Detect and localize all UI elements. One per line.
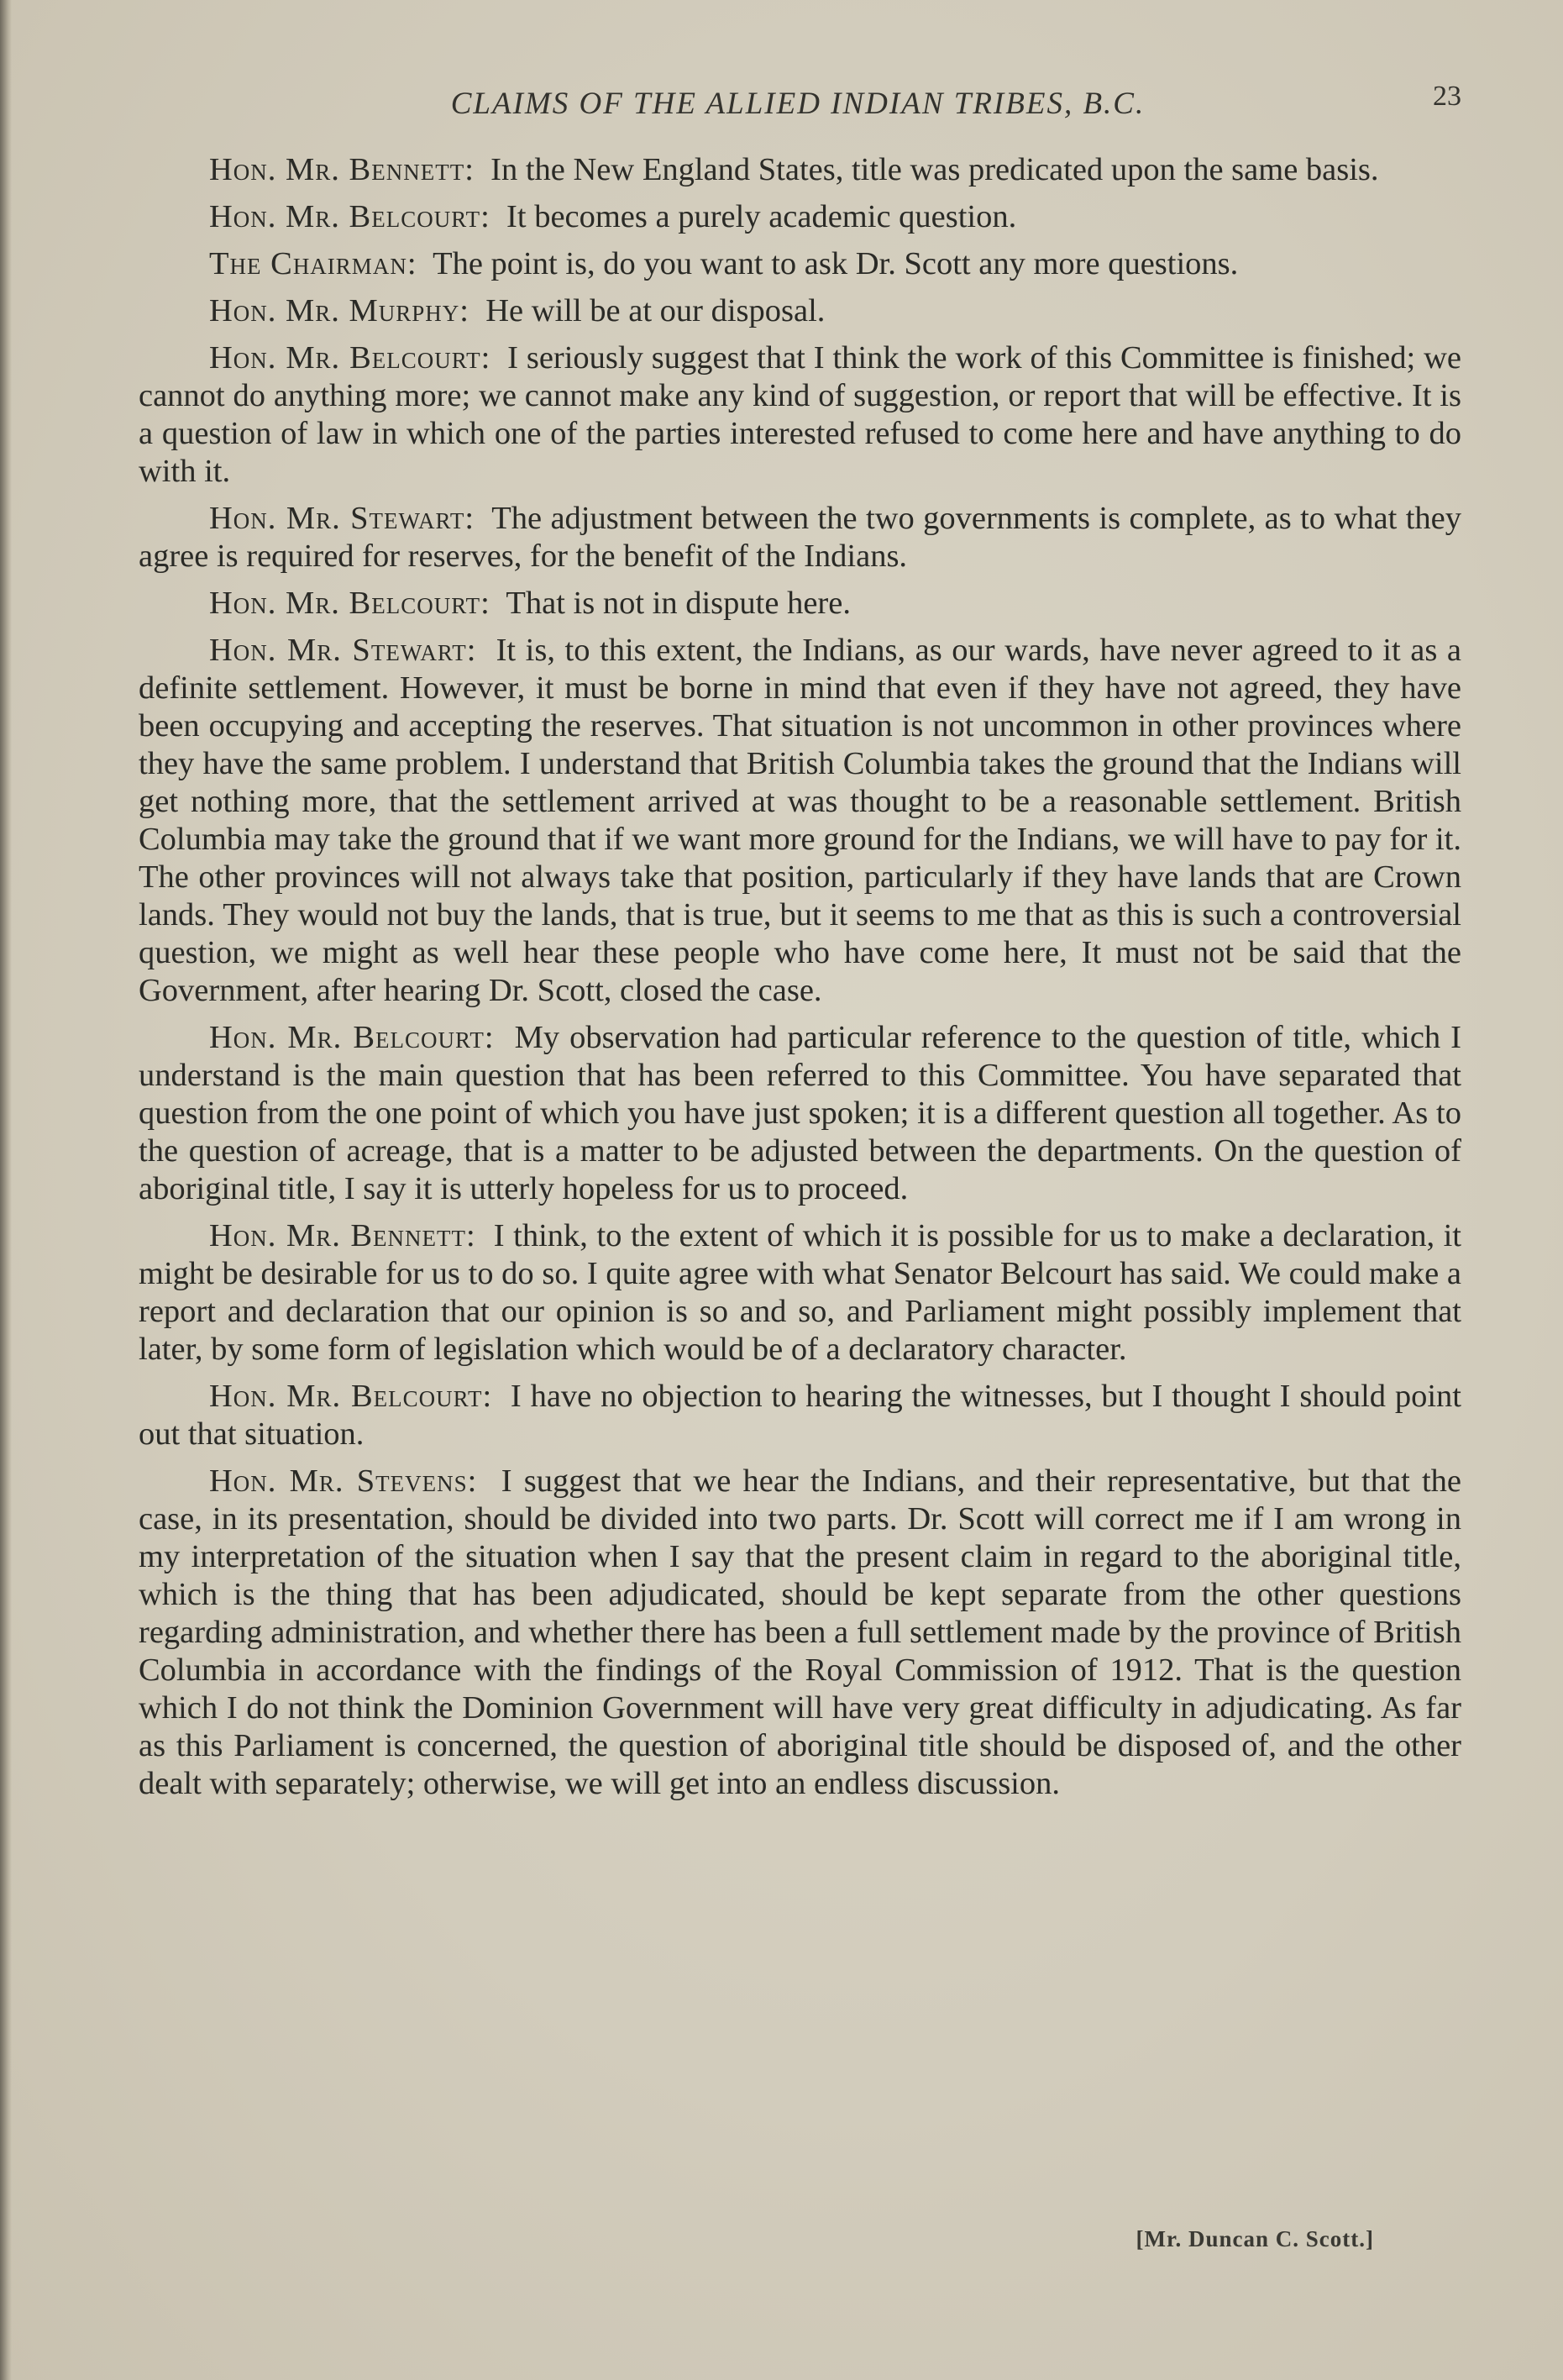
speech-paragraph [139,585,1461,623]
speech-paragraph [139,500,1461,575]
speech-text: I think, to the extent of which it is possible for us to make a declaration, it might be desirable for us to do so. I quite agree with what Senator Belcourt has said. We could make a report and declaration that our opinion is so and so, and Parliament might possibly implement that later, by some form of legislation which would be of a declaratory character. [139,1218,1462,1367]
speaker-name: Hon. Mr. Stevens: [209,1463,478,1499]
speaker-name: Hon. Mr. Belcourt: [209,199,490,234]
speech-text: He will be at our disposal. [485,293,826,328]
speaker-name: Hon. Mr. Stewart: [209,633,477,668]
speech-text: In the New England States, title was predicated upon the same basis. [490,152,1379,187]
speaker-name: Hon. Mr. Bennett: [209,1218,476,1253]
witness-signature: [Mr. Duncan C. Scott.] [1136,2226,1374,2251]
speaker-name: Hon. Mr. Bennett: [209,152,475,187]
speaker-name: The Chairman: [209,246,417,281]
speaker-name: Hon. Mr. Belcourt: [209,1379,493,1414]
speech-paragraph [139,632,1461,1010]
book-spine-shadow [0,0,12,2380]
speech-paragraph [139,151,1461,189]
speech-paragraph [139,245,1461,283]
speech-text: I suggest that we hear the Indians, and their representative, but that the case, in its presentation, should be divided into two parts. Dr. Scott will correct me if I am wrong in my interpretation of the situation when I say that the present claim in regard to the aboriginal title, which is the thing that has been adjudicated, should be kept separate from the other questions regarding administration, and whether there has been a full settlement made by the province of British Columbia in accordance with the findings of the Royal Commission of 1912. That is the question which I do not think the Dominion Government will have very great difficulty in adjudicating. As far as this Parliament is concerned, the question of aboriginal title should be disposed of, and the other dealt with separately; otherwise, we will get into an endless discussion. [139,1463,1462,1801]
speech-text: The adjustment between the two governments is complete, as to what they agree is required for reserves, for the benefit of the Indians. [139,501,1461,574]
speech-paragraph [139,1463,1461,1803]
speech-paragraph [139,198,1461,236]
speech-paragraph [139,292,1461,330]
speech-text: My observation had particular reference to the question of title, which I understand is the main question that has been referred to this Committee. You have separated that question from the one point of which you have just spoken; it is a different question all together. As to the question of acreage, that is a matter to be adjusted between the departments. On the question of aboriginal title, I say it is utterly hopeless for us to proceed. [139,1020,1461,1206]
speech-paragraph [139,1019,1461,1208]
speech-text: I seriously suggest that I think the work of this Committee is finished; we cannot do anything more; we cannot make any kind of suggestion, or report that will be effective. It is a question of law in which one of the parties interested refused to come here and have anything to do with it. [139,340,1462,489]
transcript-body [139,151,1461,1812]
speech-text: That is not in dispute here. [506,586,851,621]
speaker-name: Hon. Mr. Murphy: [209,293,469,328]
speech-paragraph [139,1378,1461,1453]
speech-text: It becomes a purely academic question. [506,199,1017,234]
speech-paragraph [139,339,1461,491]
page-number: 23 [1433,81,1461,112]
running-head: CLAIMS OF THE ALLIED INDIAN TRIBES, B.C. [450,87,1146,121]
speaker-name: Hon. Mr. Belcourt: [209,340,491,376]
speaker-name: Hon. Mr. Stewart: [209,501,475,536]
page-header [134,81,1461,131]
speech-text: I have no objection to hearing the witnesses, but I thought I should point out that situation. [139,1379,1462,1452]
speech-text: It is, to this extent, the Indians, as our wards, have never agreed to it as a definite settlement. However, it must be borne in mind that even if they have not agreed, they have been occupying and accepting the reserves. That situation is not uncommon in other provinces where they have the same problem. I understand that British Columbia takes the ground that the Indians will get nothing more, that the settlement arrived at was thought to be a reasonable settlement. British Columbia may take the ground that if we want more ground for the Indians, we will have to pay for it. The other provinces will not always take that position, particularly if they have lands that are Crown lands. They would not buy the lands, that is true, but it seems to me that as this is such a controversial question, we might as well hear these people who have come here, It must not be said that the Government, after hearing Dr. Scott, closed the case. [139,633,1462,1008]
speech-text: The point is, do you want to ask Dr. Scott any more questions. [433,246,1239,281]
speech-paragraph [139,1217,1461,1369]
speaker-name: Hon. Mr. Belcourt: [209,586,490,621]
speaker-name: Hon. Mr. Belcourt: [209,1020,495,1055]
